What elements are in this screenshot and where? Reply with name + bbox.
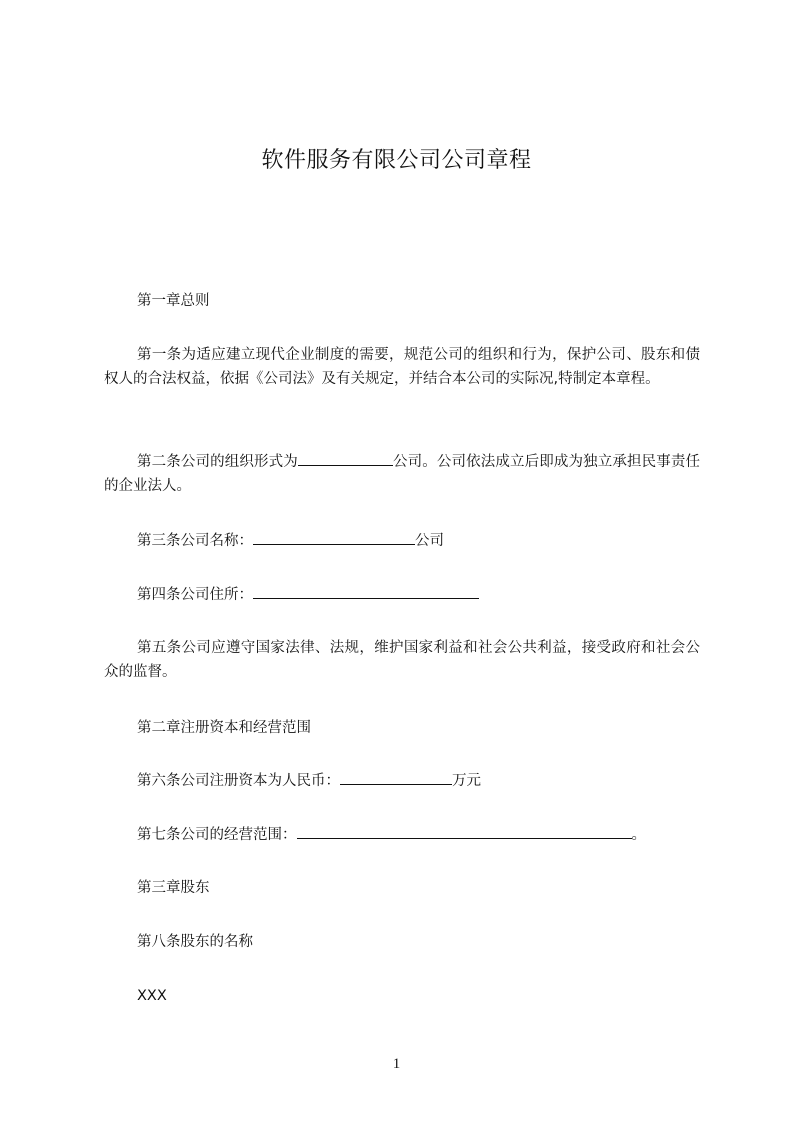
registered-capital-blank (340, 770, 452, 785)
company-name-blank (253, 530, 415, 545)
chapter-3-heading: 第三章股东 (137, 880, 210, 896)
business-scope-blank (297, 824, 632, 839)
company-address-blank (253, 584, 479, 599)
article-7 (104, 823, 700, 847)
article-7-suffix: 。 (631, 827, 646, 843)
article-3-prefix: 第三条公司名称： (137, 533, 253, 549)
article-2-suffix: 公司。公司依法成立后即成为独立承担民事责任的企业法人。 (104, 454, 700, 494)
article-7-prefix: 第七条公司的经营范围： (137, 827, 297, 843)
article-1: 第一条为适应建立现代企业制度的需要，规范公司的组织和行为，保护公司、股东和债权人的合法权益，依据《公司法》及有关规定，并结合本公司的实际况,特制定本章程。 (104, 347, 700, 387)
document-title: 软件服务有限公司公司章程 (261, 148, 532, 173)
article-6 (104, 769, 700, 793)
page-number: 1 (392, 1056, 401, 1072)
chapter-1-heading: 第一章总则 (137, 293, 210, 309)
article-4 (104, 583, 700, 607)
article-8: 第八条股东的名称 (137, 934, 253, 950)
article-2 (104, 450, 700, 498)
shareholder-name: XXX (137, 988, 167, 1004)
article-2-prefix: 第二条公司的组织形式为 (137, 454, 298, 470)
article-6-prefix: 第六条公司注册资本为人民币： (137, 773, 340, 789)
article-6-suffix: 万元 (452, 773, 481, 789)
article-5: 第五条公司应遵守国家法律、法规，维护国家利益和社会公共利益，接受政府和社会公众的监督。 (104, 640, 700, 680)
organization-form-blank (298, 451, 393, 466)
chapter-2-heading: 第二章注册资本和经营范围 (137, 720, 311, 736)
article-3 (104, 529, 700, 553)
article-4-prefix: 第四条公司住所： (137, 587, 253, 603)
article-3-suffix: 公司 (415, 533, 444, 549)
